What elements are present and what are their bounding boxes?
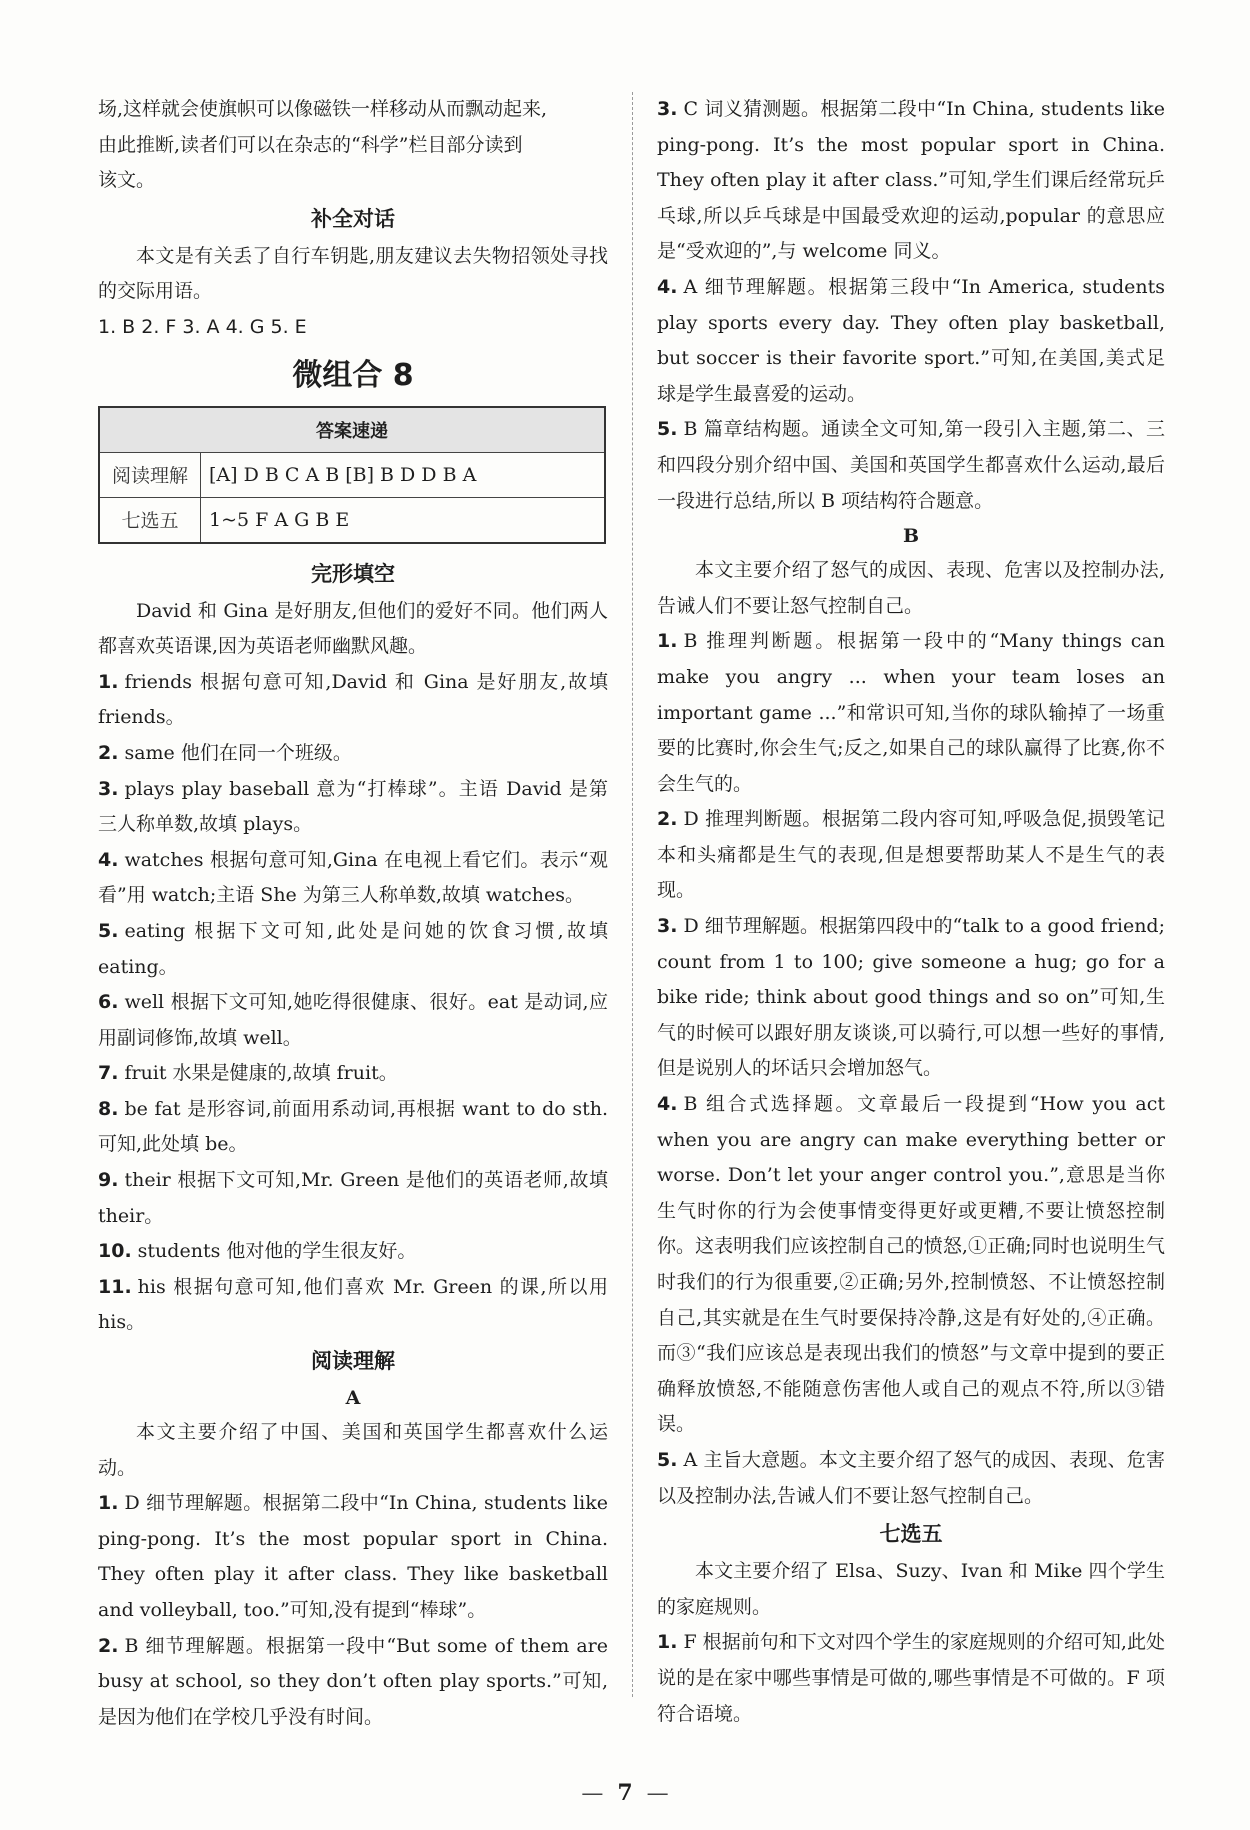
answer-row-value: 1~5 F A G B E [201, 497, 606, 543]
reading-list [98, 1486, 608, 1735]
item-text: D 细节理解题。根据第二段中“In China, students like ping-pong. It’s the most popular sport in China. They often play it after class. They like basketball and volleyball, too.”可知,没有提到“棒球”。 [98, 1492, 608, 1621]
item-number: 1. [657, 1631, 678, 1654]
intro-line: 场,这样就会使旗帜可以像磁铁一样移动从而飘动起来, [98, 98, 548, 120]
item-text: D 推理判断题。根据第二段内容可知,呼吸急促,损毁笔记本和头痛都是生气的表现,但是想要帮助某人不是生气的表现。 [657, 808, 1165, 902]
dash-left: — [581, 1781, 604, 1806]
item-text: eating 根据下文可知,此处是问她的饮食习惯,故填 eating。 [98, 919, 608, 978]
item-text: friends 根据句意可知,David 和 Gina 是好朋友,故填 friends。 [98, 670, 608, 729]
answer-item [98, 1163, 608, 1234]
item-number: 1. [657, 630, 678, 653]
answer-item [657, 270, 1165, 412]
item-text: watches 根据句意可知,Gina 在电视上看它们。表示“观看”用 watch;主语 She 为第三人称单数,故填 watches。 [98, 848, 608, 907]
answer-item [657, 1625, 1165, 1732]
cloze-title: 完形填空 [311, 561, 395, 586]
answer-item [657, 1087, 1165, 1443]
item-text: plays play baseball 意为“打棒球”。主语 David 是第三人称单数,故填 plays。 [98, 777, 608, 836]
left-column [98, 92, 608, 1735]
item-number: 4. [98, 848, 119, 871]
item-text: their 根据下文可知,Mr. Green 是他们的英语老师,故填 their。 [98, 1169, 608, 1227]
item-text: his 根据句意可知,他们喜欢 Mr. Green 的课,所以用 his。 [98, 1275, 608, 1334]
reading-summary: 本文主要介绍了中国、美国和英国学生都喜欢什么运动。 [98, 1421, 608, 1479]
answer-item [98, 1486, 608, 1628]
item-number: 2. [98, 1634, 119, 1657]
answer-item [657, 412, 1165, 519]
answer-item [657, 1443, 1165, 1514]
item-number: 5. [98, 919, 119, 942]
cloze-list [98, 665, 608, 1341]
answer-item [657, 92, 1165, 270]
dash-right: — [646, 1781, 669, 1806]
item-text: fruit 水果是健康的,故填 fruit。 [124, 1062, 398, 1085]
item-text: B 细节理解题。根据第一段中“But some of them are busy at school, so they don’t often play sports.”可知,是因为他们在学校几乎没有时间。 [98, 1634, 608, 1728]
answer-item [657, 624, 1165, 802]
item-number: 2. [98, 741, 119, 764]
right-column [657, 92, 1165, 1732]
item-text: C 词义猜测题。根据第二段中“In China, students like ping-pong. It’s the most popular sport in China. They often play it after class.”可知,学生们课后经常玩乒乓球,所以乒乓球是中国最受欢迎的运动,popular 的意思应是“受欢迎的”,与 welcome 同义。 [657, 98, 1165, 263]
answer-item [98, 1234, 608, 1270]
item-number: 1. [98, 1492, 119, 1515]
table-row [99, 452, 605, 497]
item-number: 6. [98, 991, 119, 1014]
page-number [0, 1780, 1250, 1806]
answer-row-label: 七选五 [99, 497, 201, 543]
item-text: B 推理判断题。根据第一段中的“Many things can make you angry ... when your team loses an important game ...”和常识可知,当你的球队输掉了一场重要的比赛时,你会生气;反之,如果自己的球队赢得了比赛,你不会生气的。 [657, 630, 1165, 795]
item-text: be fat 是形容词,前面用系动词,再根据 want to do sth. 可知,此处填 be。 [98, 1097, 608, 1156]
item-number: 3. [657, 915, 678, 938]
item-number: 7. [98, 1062, 119, 1085]
seven-summary: 本文主要介绍了 Elsa、Suzy、Ivan 和 Mike 四个学生的家庭规则。 [657, 1560, 1165, 1618]
answer-row-label: 阅读理解 [99, 452, 201, 497]
dialog-title: 补全对话 [311, 206, 395, 231]
item-number: 5. [657, 1448, 678, 1471]
section-b-summary: 本文主要介绍了怒气的成因、表现、危害以及控制办法,告诫人们不要让怒气控制自己。 [657, 559, 1165, 617]
item-text: B 篇章结构题。通读全文可知,第一段引入主题,第二、三和四段分别介绍中国、美国和英国学生都喜欢什么运动,最后一段进行总结,所以 B 项结构符合题意。 [657, 418, 1165, 512]
answer-item [657, 802, 1165, 909]
intro-line: 该文。 [98, 169, 156, 192]
answer-table-header: 答案速递 [99, 407, 605, 453]
table-row [99, 497, 605, 543]
dialog-summary: 本文是有关丢了自行车钥匙,朋友建议去失物招领处寻找的交际用语。 [98, 244, 608, 303]
intro-line: 由此推断,读者们可以在杂志的“科学”栏目部分读到 [98, 133, 523, 156]
cloze-summary: David 和 Gina 是好朋友,但他们的爱好不同。他们两人都喜欢英语课,因为英语老师幽默风趣。 [98, 599, 608, 658]
answer-item [98, 1629, 608, 1736]
column-divider [632, 92, 633, 1697]
answer-item [98, 772, 608, 843]
item-number: 4. [657, 1093, 678, 1116]
item-number: 1. [98, 670, 119, 693]
item-text: same 他们在同一个班级。 [124, 741, 352, 764]
group-title: 微组合 8 [292, 357, 414, 393]
reading-a-list [657, 92, 1165, 519]
answer-item [98, 843, 608, 914]
answer-item [98, 665, 608, 736]
item-text: students 他对他的学生很友好。 [137, 1240, 417, 1263]
item-number: 4. [657, 275, 678, 298]
answer-item [98, 1270, 608, 1341]
item-text: F 根据前句和下文对四个学生的家庭规则的介绍可知,此处说的是在家中哪些事情是可做的,哪些事情是不可做的。F 项符合语境。 [657, 1631, 1165, 1725]
seven-title: 七选五 [879, 1522, 943, 1547]
item-text: D 细节理解题。根据第四段中的“talk to a good friend; count from 1 to 100; give someone a hug; go for a bike ride; think about good things and so on”可知,生气的时候可以跟好朋友谈谈,可以骑行,可以想一些好的事情,但是说别人的坏话只会增加怒气。 [657, 915, 1165, 1080]
answer-item [657, 909, 1165, 1087]
item-number: 11. [98, 1275, 132, 1298]
item-text: B 组合式选择题。文章最后一段提到“How you act when you are angry can make everything better or worse. Don’t let your anger control you.”,意思是当你生气时你的行为会使事情变得更好或更糟,不要让愤怒控制你。这表明我们应该控制自己的愤怒,①正确;同时也说明生气时我们的行为很重要,②正确;另外,控制愤怒、不让愤怒控制自己,其实就是在生气时要保持冷静,这是有好处的,④正确。而③“我们应该总是表现出我们的愤怒”与文章中提到的要正确释放愤怒,不能随意伤害他人或自己的观点不符,所以③错误。 [657, 1093, 1165, 1436]
item-text: well 根据下文可知,她吃得很健康、很好。eat 是动词,应用副词修饰,故填 well。 [98, 991, 608, 1049]
item-text: A 主旨大意题。本文主要介绍了怒气的成因、表现、危害以及控制办法,告诫人们不要让怒气控制自己。 [657, 1448, 1165, 1507]
answer-table [98, 406, 606, 544]
answer-item [98, 914, 608, 985]
item-number: 2. [657, 808, 678, 831]
section-b-list [657, 624, 1165, 1514]
item-number: 10. [98, 1240, 132, 1263]
item-number: 3. [657, 98, 678, 120]
answer-item [98, 1092, 608, 1163]
answer-item [98, 1056, 608, 1092]
item-number: 9. [98, 1169, 119, 1192]
item-number: 5. [657, 418, 678, 441]
reading-sub: A [345, 1387, 361, 1410]
page-number-value: 7 [617, 1780, 633, 1806]
item-text: A 细节理解题。根据第三段中“In America, students play sports every day. They often play basketball, but soccer is their favorite sport.”可知,在美国,美式足球是学生最喜爱的运动。 [657, 275, 1165, 405]
answer-item [98, 736, 608, 772]
answer-item [98, 985, 608, 1056]
dialog-answers: 1. B 2. F 3. A 4. G 5. E [98, 315, 307, 338]
section-b-title: B [902, 525, 920, 548]
item-number: 8. [98, 1097, 119, 1120]
answer-row-value: [A] D B C A B [B] B D D B A [201, 452, 606, 497]
item-number: 3. [98, 777, 119, 800]
reading-title: 阅读理解 [311, 1349, 395, 1374]
seven-list [657, 1625, 1165, 1732]
